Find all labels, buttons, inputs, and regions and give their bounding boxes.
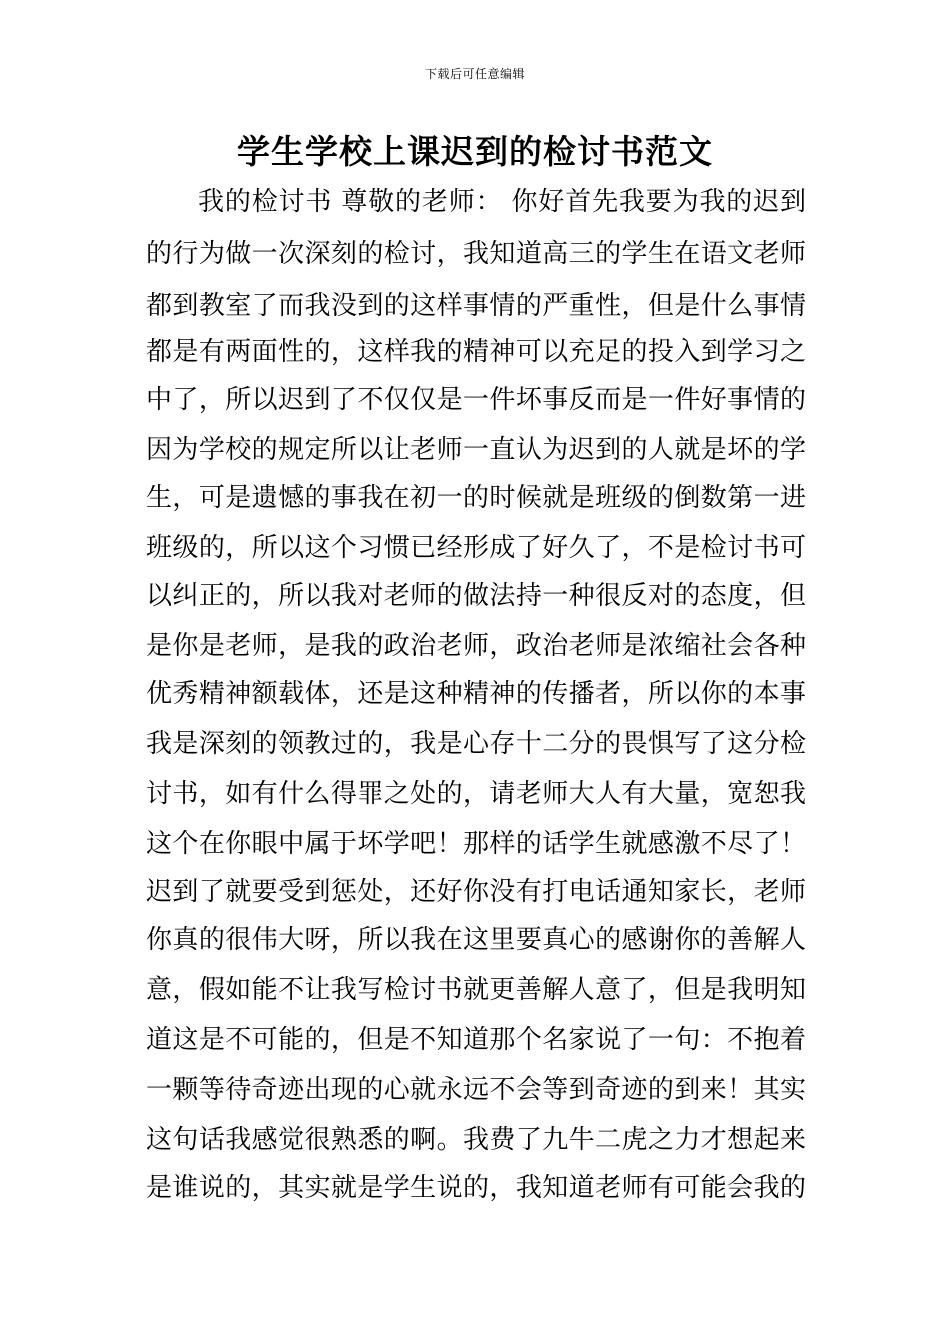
body-line: 我是深刻的领教过的，我是心存十二分的畏惧写了这分检 [146, 729, 806, 759]
body-line: 一颗等待奇迹出现的心就永远不会等到奇迹的到来！其实 [146, 1075, 806, 1105]
body-line: 这句话我感觉很熟悉的啊。我费了九牛二虎之力才想起来 [146, 1125, 806, 1155]
body-line: 是你是老师，是我的政治老师，政治老师是浓缩社会各种 [146, 631, 806, 661]
body-line: 的行为做一次深刻的检讨，我知道高三的学生在语文老师 [146, 239, 806, 269]
body-line: 迟到了就要受到惩处，还好你没有打电话通知家长，老师 [146, 877, 806, 907]
body-line: 因为学校的规定所以让老师一直认为迟到的人就是坏的学 [146, 435, 806, 465]
body-line: 这个在你眼中属于坏学吧！那样的话学生就感激不尽了！ [146, 829, 806, 859]
body-line: 中了，所以迟到了不仅仅是一件坏事反而是一件好事情的 [146, 385, 806, 415]
header-note: 下载后可任意编辑 [424, 67, 525, 81]
body-line: 你真的很伟大呀，所以我在这里要真心的感谢你的善解人 [146, 925, 806, 955]
document-title: 学生学校上课迟到的检讨书范文 [237, 132, 713, 171]
body-line: 以纠正的，所以我对老师的做法持一种很反对的态度，但 [146, 581, 806, 611]
body-line: 意，假如能不让我写检讨书就更善解人意了，但是我明知 [146, 975, 806, 1005]
body-line: 都到教室了而我没到的这样事情的严重性，但是什么事情 [146, 291, 806, 321]
body-line: 生，可是遗憾的事我在初一的时候就是班级的倒数第一进 [146, 483, 806, 513]
body-line: 我的检讨书 尊敬的老师： 你好首先我要为我的迟到 [198, 187, 806, 217]
body-line: 都是有两面性的，这样我的精神可以充足的投入到学习之 [146, 337, 806, 367]
body-line: 道这是不可能的，但是不知道那个名家说了一句：不抱着 [146, 1025, 806, 1055]
body-line: 班级的，所以这个习惯已经形成了好久了，不是检讨书可 [146, 533, 806, 563]
body-line: 讨书，如有什么得罪之处的，请老师大人有大量，宽恕我 [146, 779, 806, 809]
body-line: 是谁说的，其实就是学生说的，我知道老师有可能会我的 [146, 1173, 806, 1203]
body-line: 优秀精神额载体，还是这种精神的传播者，所以你的本事 [146, 679, 806, 709]
